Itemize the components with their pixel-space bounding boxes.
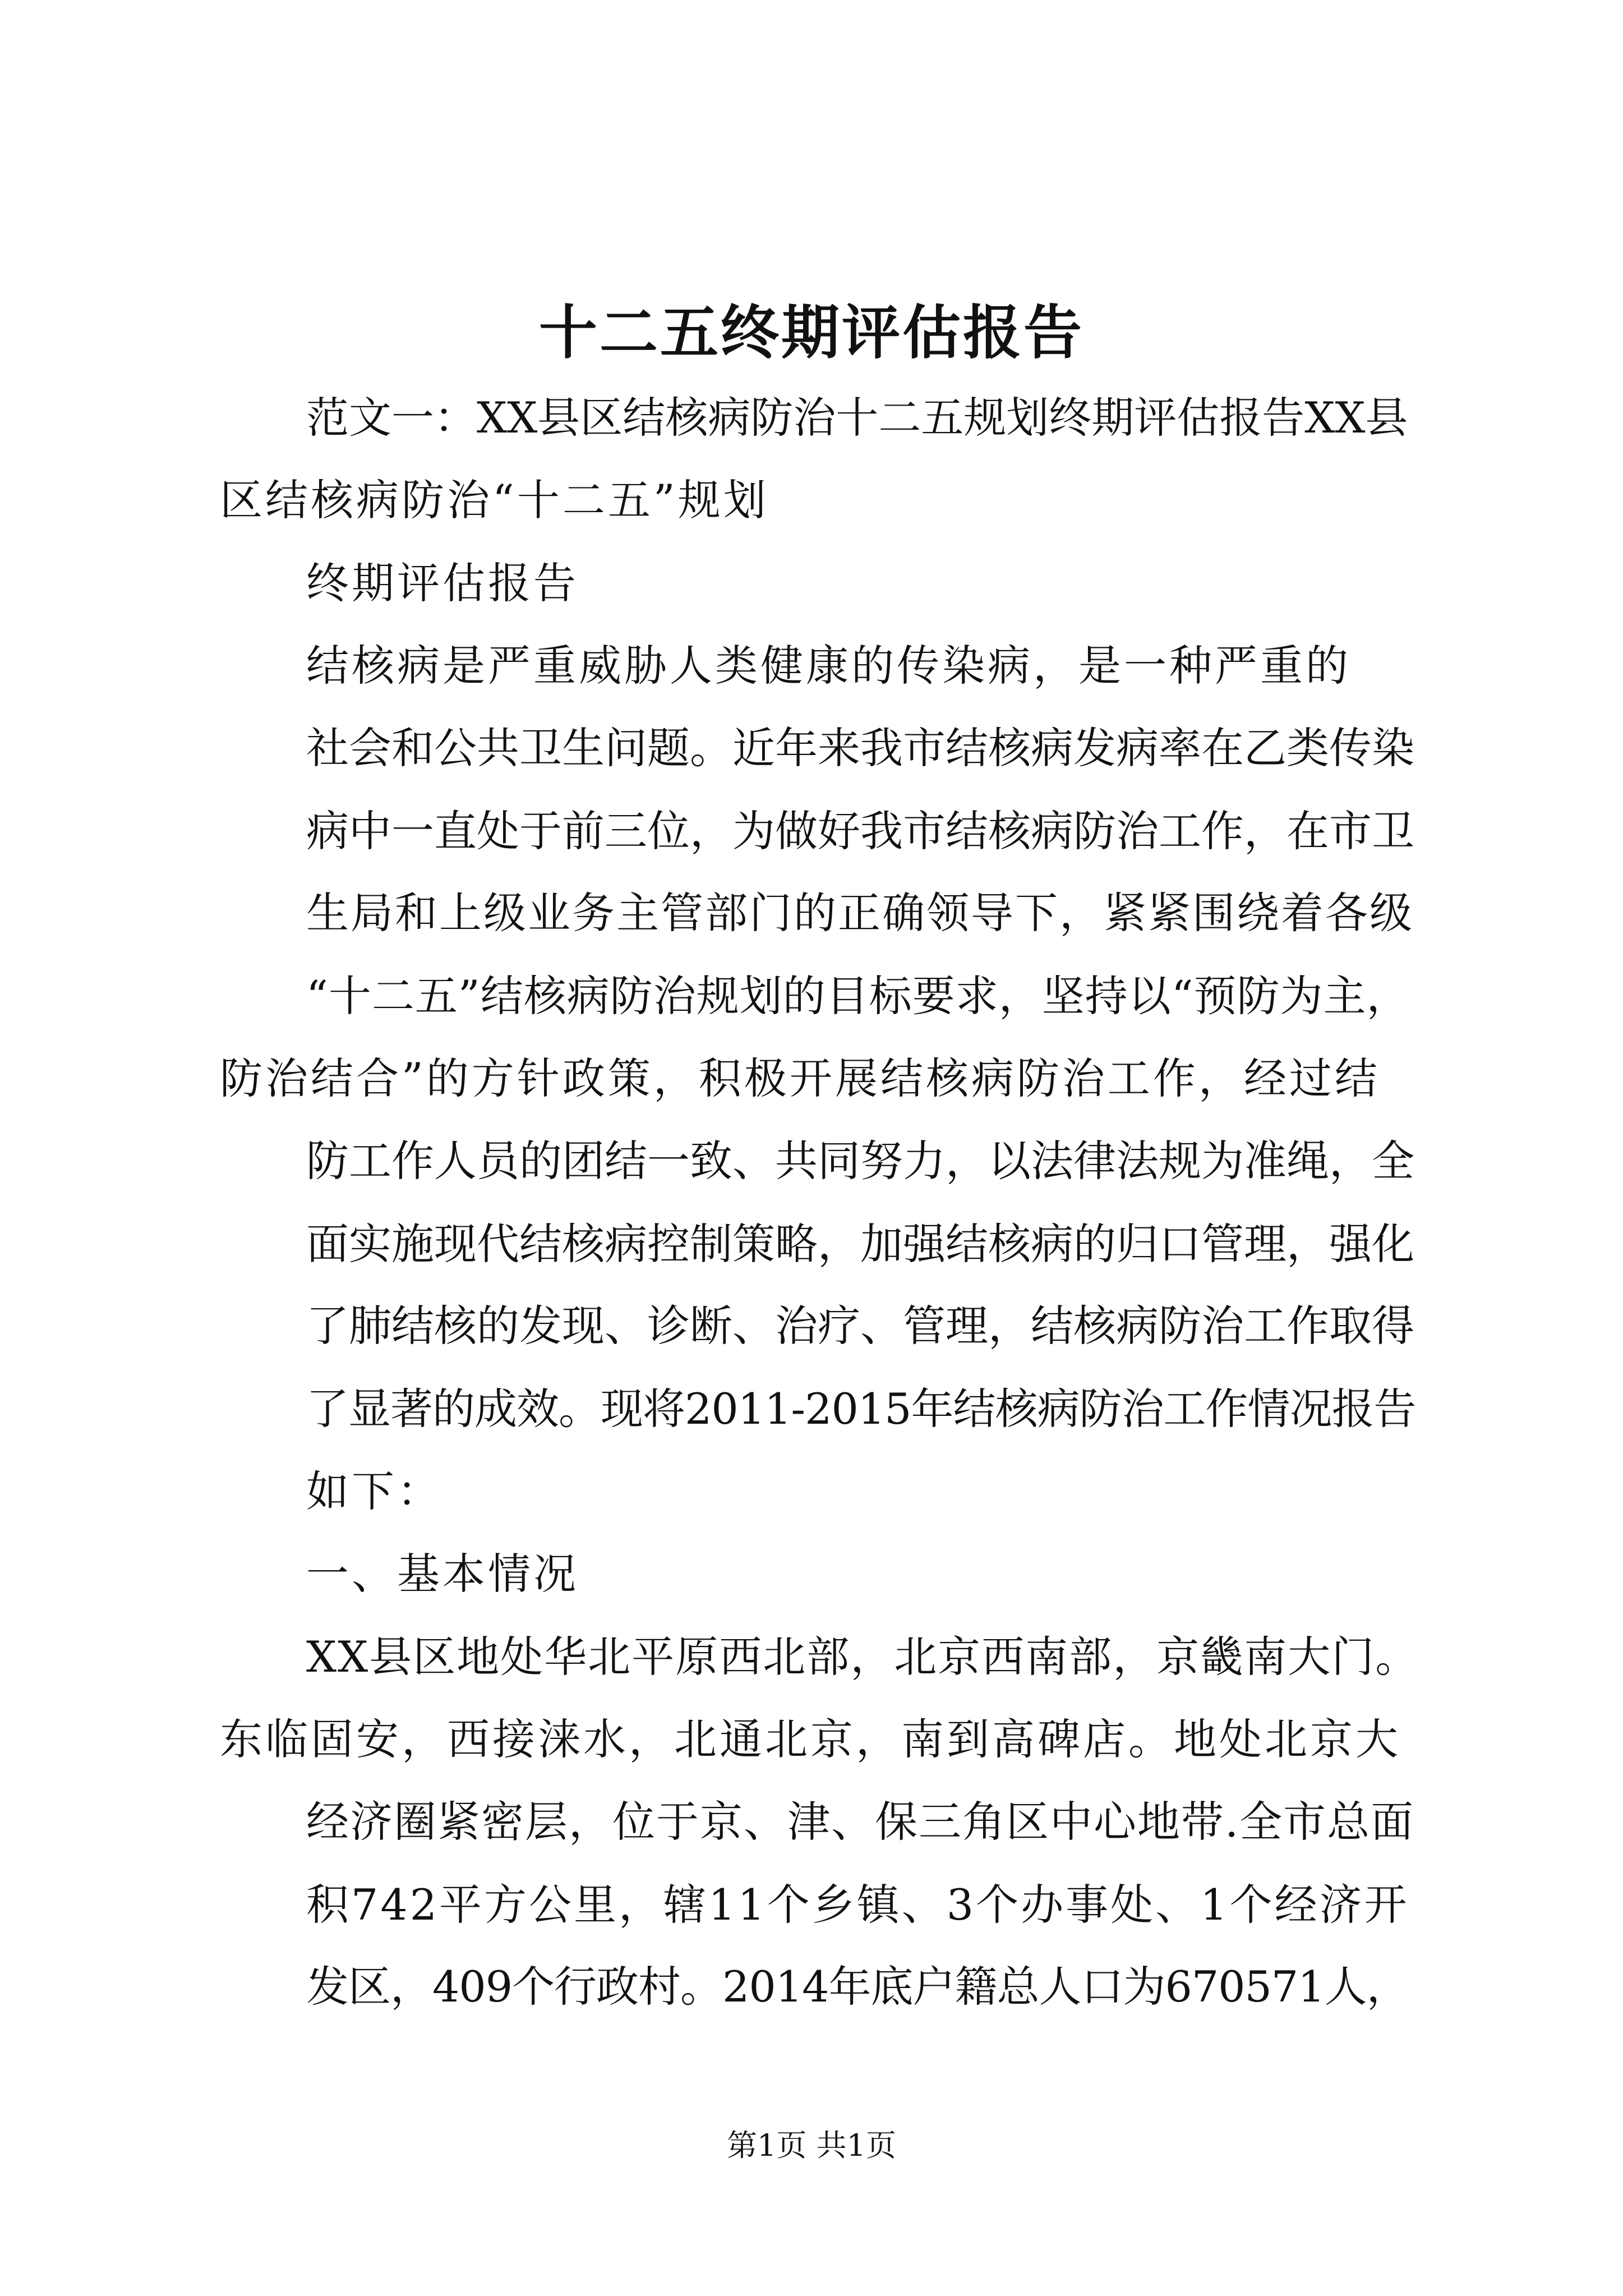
page-footer: 第1页 共1页 [727, 2128, 896, 2163]
body-line: 防工作人员的团结一致、共同努力，以法律法规为准绳，全 [306, 1136, 1414, 1186]
body-line: 社会和公共卫生问题。近年来我市结核病发病率在乙类传染 [306, 723, 1414, 773]
body-line: 范文一：XX县区结核病防治十二五规划终期评估报告XX县 [306, 393, 1408, 443]
body-line: 东临固安，西接涞水，北通北京，南到高碑店。地处北京大 [220, 1714, 1401, 1764]
body-line: 面实施现代结核病控制策略，加强结核病的归口管理，强化 [306, 1219, 1414, 1269]
body-line: 了肺结核的发现、诊断、治疗、管理，结核病防治工作取得 [306, 1301, 1414, 1351]
body-line: “十二五”结核病防治规划的目标要求，坚持以“预防为主， [306, 971, 1410, 1021]
body-line: 病中一直处于前三位，为做好我市结核病防治工作，在市卫 [306, 806, 1414, 856]
body-line: 生局和上级业务主管部门的正确领导下，紧紧围绕着各级 [306, 888, 1414, 938]
document-title: 十二五终期评估报告 [538, 298, 1084, 367]
body-line: 如下： [306, 1466, 442, 1516]
body-line: 发区，409个行政村。2014年底户籍总人口为670571人， [306, 1962, 1409, 2012]
body-line: 防治结合”的方针政策，积极开展结核病防治工作，经过结 [220, 1053, 1380, 1103]
body-line: 经济圈紧密层，位于京、津、保三角区中心地带.全市总面 [306, 1797, 1415, 1847]
body-line: 结核病是严重威胁人类健康的传染病，是一种严重的 [306, 641, 1351, 691]
body-line: 了显著的成效。现将2011-2015年结核病防治工作情况报告 [306, 1384, 1416, 1434]
body-line: 终期评估报告 [306, 558, 579, 608]
body-line: 区结核病防治“十二五”规划 [220, 475, 769, 525]
body-line: XX县区地处华北平原西北部，北京西南部，京畿南大门。 [306, 1632, 1419, 1682]
body-line: 积742平方公里，辖11个乡镇、3个办事处、1个经济开 [306, 1880, 1409, 1930]
section-heading: 一、基本情况 [306, 1549, 579, 1599]
